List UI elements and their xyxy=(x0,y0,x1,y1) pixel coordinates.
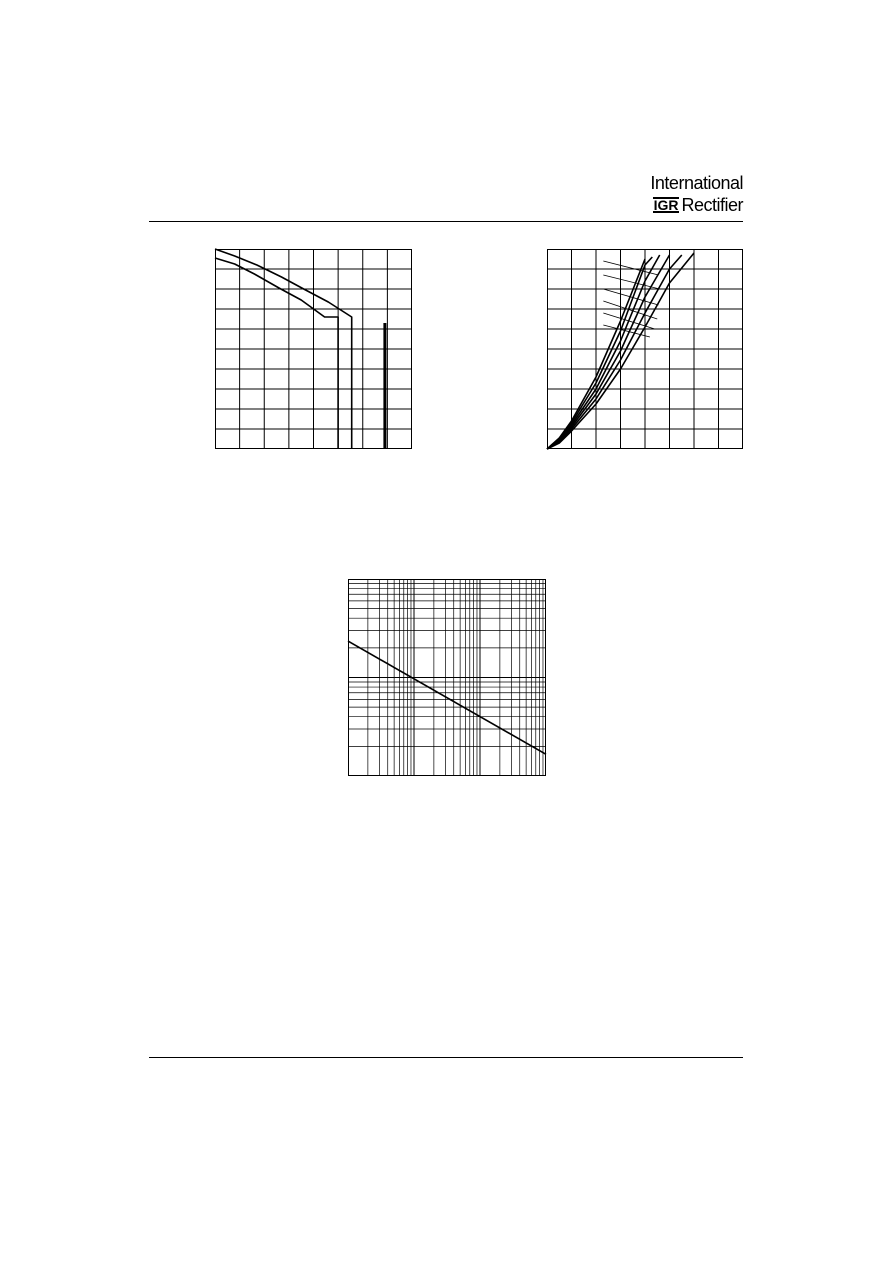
brand-line2 xyxy=(650,195,743,215)
brand-rectifier: Rectifier xyxy=(681,195,743,215)
footer-rule xyxy=(149,1057,743,1058)
header-rule xyxy=(149,221,743,222)
brand-international: International xyxy=(650,173,743,193)
ir-logo-mark: IGR xyxy=(653,197,679,213)
chart-log-log-characteristic xyxy=(348,579,546,776)
chart-derating-curve xyxy=(215,249,412,449)
chart-forward-characteristics xyxy=(547,249,743,449)
brand-logo xyxy=(650,173,743,215)
